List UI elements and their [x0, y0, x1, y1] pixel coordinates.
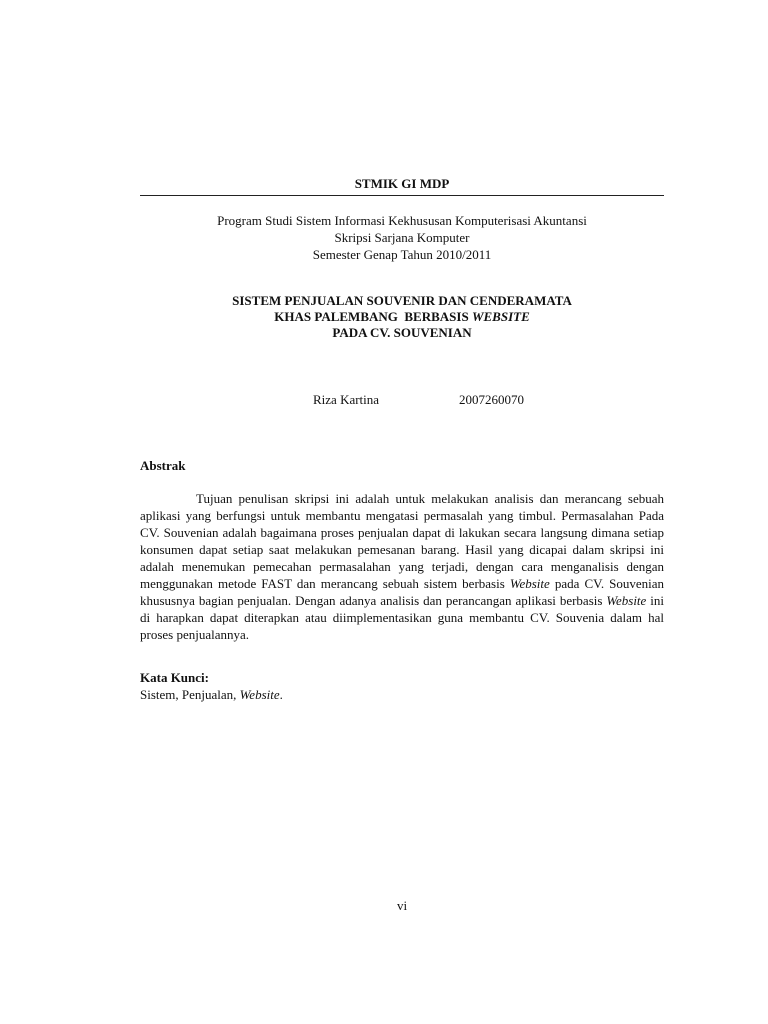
abstract-heading: Abstrak: [140, 458, 186, 473]
keywords-suffix: .: [279, 687, 283, 702]
abstract-body: [140, 490, 664, 643]
keywords-prefix: Sistem, Penjualan,: [140, 687, 240, 702]
author-name: Riza Kartina: [313, 392, 380, 407]
title-line-2-text: KHAS PALEMBANG BERBASIS: [274, 309, 472, 324]
abstract-part-2: pada CV. Souvenian khususnya bagian penjualan. Dengan adanya analisis dan perancangan aplikasi berbasis: [140, 576, 664, 608]
title-line-2: [140, 309, 664, 325]
title-line-1: SISTEM PENJUALAN SOUVENIR DAN CENDERAMATA: [232, 293, 572, 308]
semester-line: Semester Genap Tahun 2010/2011: [312, 247, 492, 262]
program-study-line: Program Studi Sistem Informasi Kekhususan Komputerisasi Akuntansi: [217, 213, 587, 228]
page-number: vi: [396, 898, 408, 913]
title-line-2-italic: WEBSITE: [471, 309, 530, 324]
abstract-italic-1: Website: [509, 576, 550, 591]
header-divider: [140, 195, 664, 196]
degree-line: Skripsi Sarjana Komputer: [334, 230, 470, 245]
abstract-italic-2: Website: [606, 593, 647, 608]
abstract-part-3: ini di harapkan dapat diterapkan atau diimplementasikan guna membantu CV. Souvenia dalam hal proses penjualannya.: [140, 593, 664, 642]
keywords-list: [140, 687, 283, 703]
institution-header: STMIK GI MDP: [354, 176, 450, 191]
program-info: [140, 212, 664, 263]
title-line-3: PADA CV. SOUVENIAN: [332, 325, 472, 340]
student-id: 2007260070: [459, 392, 524, 407]
keywords-heading: Kata Kunci:: [140, 670, 209, 685]
abstract-part-1: Tujuan penulisan skripsi ini adalah untuk melakukan analisis dan merancang sebuah aplikasi yang berfungsi untuk membantu mengatasi permasalah yang timbul. Permasalahan Pada CV. Souvenian adalah bagaimana proses penjualan dapat di lakukan secara langsung dimana setiap konsumen dapat setiap saat melakukan pemesanan barang. Hasil yang dicapai dalam skripsi ini adalah menemukan pemecahan permasalahan yang terjadi, dengan cara menganalisis dengan menggunakan metode FAST dan merancang sebuah sistem berbasis: [140, 491, 664, 591]
thesis-title: [140, 293, 664, 341]
keywords-italic: Website: [239, 687, 280, 702]
